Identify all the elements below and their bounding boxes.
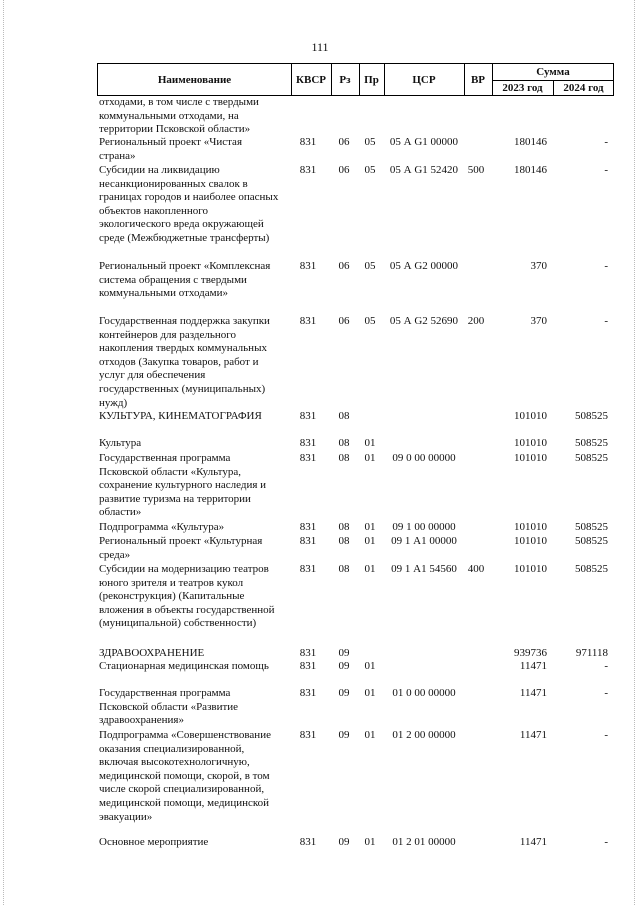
sum-2024-cell: 508525	[575, 410, 608, 422]
rz-cell: 06	[338, 136, 350, 148]
item-name: отходами, в том числе с твердыми коммунальными отходами, на территории Псковской области»	[99, 96, 259, 136]
sum-2023-cell: 11471	[519, 660, 547, 672]
header-year-2023: 2023 год	[502, 81, 543, 94]
vr-cell: 400	[467, 563, 485, 575]
pr-cell: 01	[364, 521, 376, 533]
sum-2024-cell: -	[604, 315, 608, 327]
csr-cell: 01 2 01 00000	[392, 836, 456, 848]
rz-cell: 09	[338, 836, 350, 848]
sum-2023-cell: 11471	[519, 687, 547, 699]
rz-cell: 06	[338, 315, 350, 327]
pr-cell: 01	[364, 437, 376, 449]
rz-cell: 08	[338, 535, 350, 547]
sum-2023-cell: 370	[530, 315, 547, 327]
csr-cell: 09 0 00 00000	[392, 452, 456, 464]
pr-cell: 01	[364, 836, 376, 848]
sum-2023-cell: 101010	[514, 437, 547, 449]
kvsr-cell: 831	[299, 660, 317, 672]
rz-cell: 06	[338, 260, 350, 272]
item-name: Региональный проект «Чистая страна»	[99, 136, 242, 162]
pr-cell: 05	[364, 260, 376, 272]
sum-2024-cell: -	[604, 164, 608, 176]
pr-cell: 01	[364, 729, 376, 741]
sum-2023-cell: 11471	[519, 836, 547, 848]
kvsr-cell: 831	[299, 260, 317, 272]
sum-2024-cell: -	[604, 260, 608, 272]
csr-cell: 05 А G2 00000	[389, 260, 459, 272]
sum-2024-cell: -	[604, 687, 608, 699]
csr-cell: 09 1 А1 54560	[391, 563, 457, 575]
sum-2024-cell: -	[604, 836, 608, 848]
item-name: Региональный проект «Комплексная система обращения с твердыми коммунальными отходами»	[99, 260, 271, 300]
sum-2023-cell: 101010	[514, 452, 547, 464]
csr-cell: 05 А G2 52690	[389, 315, 459, 327]
sum-2023-cell: 939736	[514, 647, 547, 659]
sum-2023-cell: 101010	[514, 535, 547, 547]
rz-cell: 08	[338, 452, 350, 464]
header-kvsr: КВСР	[296, 73, 326, 86]
sum-2024-cell: -	[604, 729, 608, 741]
kvsr-cell: 831	[299, 563, 317, 575]
sum-2024-cell: 508525	[575, 563, 608, 575]
pr-cell: 05	[364, 315, 376, 327]
sum-2023-cell: 101010	[514, 521, 547, 533]
kvsr-cell: 831	[299, 535, 317, 547]
sum-2024-cell: -	[604, 660, 608, 672]
sum-2024-cell: 508525	[575, 452, 608, 464]
header-pr: Пр	[364, 73, 379, 86]
header-vr: ВР	[470, 73, 486, 86]
pr-cell: 01	[364, 563, 376, 575]
kvsr-cell: 831	[299, 315, 317, 327]
csr-cell: 01 2 00 00000	[392, 729, 456, 741]
sum-2023-cell: 11471	[519, 729, 547, 741]
item-name: КУЛЬТУРА, КИНЕМАТОГРАФИЯ	[99, 410, 262, 422]
header-year-2024: 2024 год	[563, 81, 604, 94]
item-name: ЗДРАВООХРАНЕНИЕ	[99, 647, 205, 659]
kvsr-cell: 831	[299, 836, 317, 848]
rz-cell: 08	[338, 521, 350, 533]
rz-cell: 08	[338, 437, 350, 449]
rz-cell: 09	[338, 687, 350, 699]
pr-cell: 01	[364, 687, 376, 699]
kvsr-cell: 831	[299, 647, 317, 659]
pr-cell: 05	[364, 136, 376, 148]
header-sum: Сумма	[536, 66, 570, 78]
rz-cell: 09	[338, 647, 350, 659]
rz-cell: 09	[338, 729, 350, 741]
item-name: Субсидии на модернизацию театров юного зрителя и театров кукол (реконструкция) (Капитальные вложения в объекты государственной (муниципальной) собственности)	[99, 563, 275, 630]
sum-2023-cell: 101010	[514, 410, 547, 422]
rz-cell: 06	[338, 164, 350, 176]
header-rz: Рз	[339, 73, 351, 86]
item-name: Подпрограмма «Культура»	[99, 521, 225, 533]
kvsr-cell: 831	[299, 164, 317, 176]
kvsr-cell: 831	[299, 437, 317, 449]
pr-cell: 05	[364, 164, 376, 176]
kvsr-cell: 831	[299, 521, 317, 533]
sum-2023-cell: 180146	[514, 164, 547, 176]
sum-2023-cell: 180146	[514, 136, 547, 148]
rz-cell: 08	[338, 563, 350, 575]
scan-edge-right	[634, 0, 636, 905]
sum-2024-cell: 508525	[575, 521, 608, 533]
vr-cell: 500	[467, 164, 485, 176]
sum-2024-cell: 508525	[575, 437, 608, 449]
sum-2024-cell: -	[604, 136, 608, 148]
csr-cell: 01 0 00 00000	[392, 687, 456, 699]
sum-2024-cell: 971118	[575, 647, 608, 659]
rz-cell: 09	[338, 660, 350, 672]
sum-2024-cell: 508525	[575, 535, 608, 547]
pr-cell: 01	[364, 660, 376, 672]
kvsr-cell: 831	[299, 687, 317, 699]
sum-2023-cell: 101010	[514, 563, 547, 575]
item-name: Подпрограмма «Совершенствование оказания специализированной, включая высокотехнологичную, медицинской помощи, скорой, в том числе скорой специализированной, медицинской помощи, медицинской эвакуации»	[99, 729, 271, 823]
vr-cell: 200	[467, 315, 485, 327]
page-number: 111	[311, 40, 329, 54]
csr-cell: 09 1 А1 00000	[391, 535, 457, 547]
kvsr-cell: 831	[299, 729, 317, 741]
item-name: Государственная поддержка закупки контейнеров для раздельного накопления твердых коммунальных отходов (Закупка товаров, работ и услуг для обеспечения государственных (муниципальных) нужд)	[99, 315, 270, 409]
item-name: Государственная программа Псковской области «Развитие здравоохранения»	[99, 687, 239, 727]
pr-cell: 01	[364, 535, 376, 547]
csr-cell: 05 А G1 52420	[389, 164, 459, 176]
kvsr-cell: 831	[299, 452, 317, 464]
item-name: Государственная программа Псковской области «Культура, сохранение культурного наследия и развитие туризма на территории области»	[99, 452, 267, 519]
rz-cell: 08	[338, 410, 350, 422]
item-name: Культура	[99, 437, 142, 449]
scan-edge-left	[3, 0, 5, 905]
pr-cell: 01	[364, 452, 376, 464]
csr-cell: 05 А G1 00000	[389, 136, 459, 148]
kvsr-cell: 831	[299, 136, 317, 148]
csr-cell: 09 1 00 00000	[392, 521, 456, 533]
item-name: Основное мероприятие	[99, 836, 209, 848]
table-header	[97, 63, 614, 96]
header-name: Наименование	[157, 73, 232, 86]
item-name: Региональный проект «Культурная среда»	[99, 535, 263, 561]
kvsr-cell: 831	[299, 410, 317, 422]
item-name: Субсидии на ликвидацию несанкционированных свалок в границах городов и наиболее опасных объектов накопленного экологического вреда окружающей среде (Межбюджетные трансферты)	[99, 164, 279, 244]
item-name: Стационарная медицинская помощь	[99, 660, 269, 672]
sum-2023-cell: 370	[530, 260, 547, 272]
header-csr: ЦСР	[412, 73, 436, 86]
